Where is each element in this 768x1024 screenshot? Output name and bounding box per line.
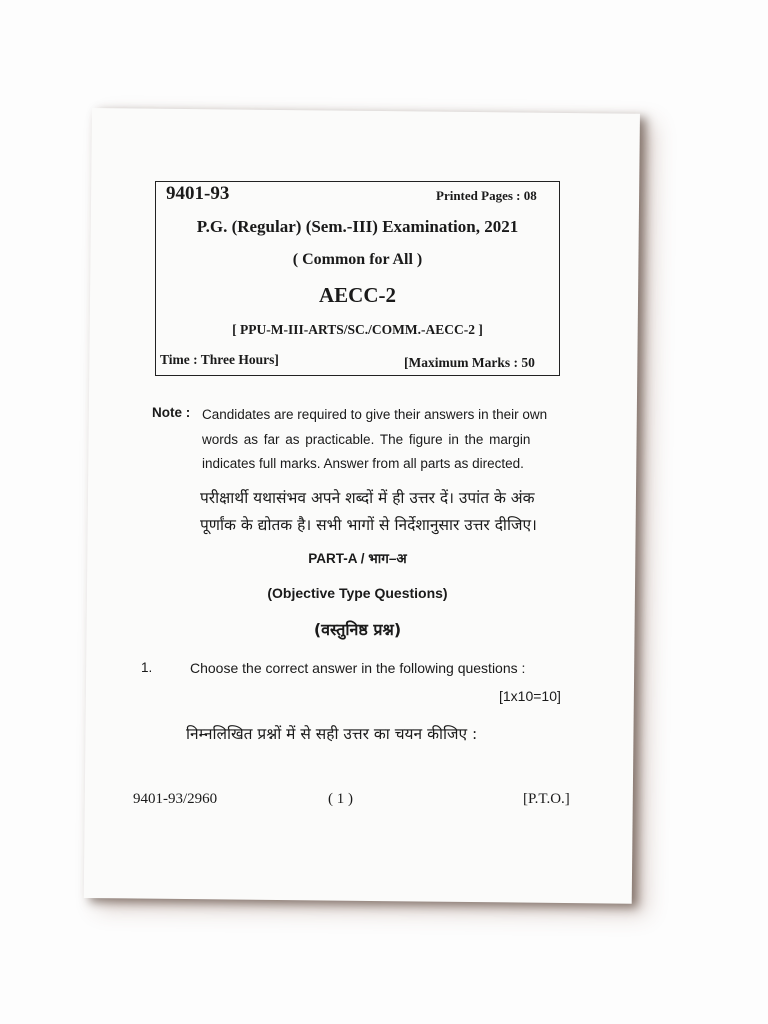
footer-page-number: ( 1 ): [328, 791, 353, 807]
max-marks-label: [Maximum Marks : 50: [404, 355, 535, 370]
note-line-2: words as far as practicable. The figure in the margin: [202, 432, 531, 447]
printed-pages: Printed Pages : 08: [436, 188, 537, 203]
question-hindi-text: निम्नलिखित प्रश्नों में से सही उत्तर का चयन कीजिए :: [186, 725, 478, 743]
exam-title: P.G. (Regular) (Sem.-III) Examination, 2021: [196, 217, 519, 236]
note-label: Note :: [152, 405, 191, 420]
part-title: PART-A / भाग–अ: [308, 551, 407, 566]
question-number: 1.: [141, 660, 153, 675]
subject-title: AECC-2: [319, 283, 396, 307]
question-text: Choose the correct answer in the following questions :: [190, 660, 526, 676]
time-label: Time : Three Hours]: [160, 352, 279, 367]
note-hindi-line-1: परीक्षार्थी यथासंभव अपने शब्दों में ही उत्तर दें। उपांत के अंक: [200, 489, 535, 507]
part-hindi-subtitle: (वस्तुनिष्ठ प्रश्न): [313, 620, 402, 639]
header-box: [155, 181, 560, 376]
common-label: ( Common for All ): [292, 251, 423, 268]
footer-code: 9401-93/2960: [133, 791, 218, 807]
note-line-3: indicates full marks. Answer from all parts as directed.: [202, 456, 524, 471]
note-line-1: Candidates are required to give their answers in their own: [202, 407, 548, 422]
question-marks: [1x10=10]: [499, 688, 561, 704]
paper-code: 9401-93: [166, 183, 230, 204]
note-hindi-line-2: पूर्णांक के द्योतक है। सभी भागों से निर्देशानुसार उत्तर दीजिए।: [200, 516, 537, 534]
course-code: [ PPU-M-III-ARTS/SC./COMM.-AECC-2 ]: [232, 322, 483, 337]
part-subtitle: (Objective Type Questions): [267, 585, 448, 601]
footer-pto: [P.T.O.]: [523, 791, 570, 807]
